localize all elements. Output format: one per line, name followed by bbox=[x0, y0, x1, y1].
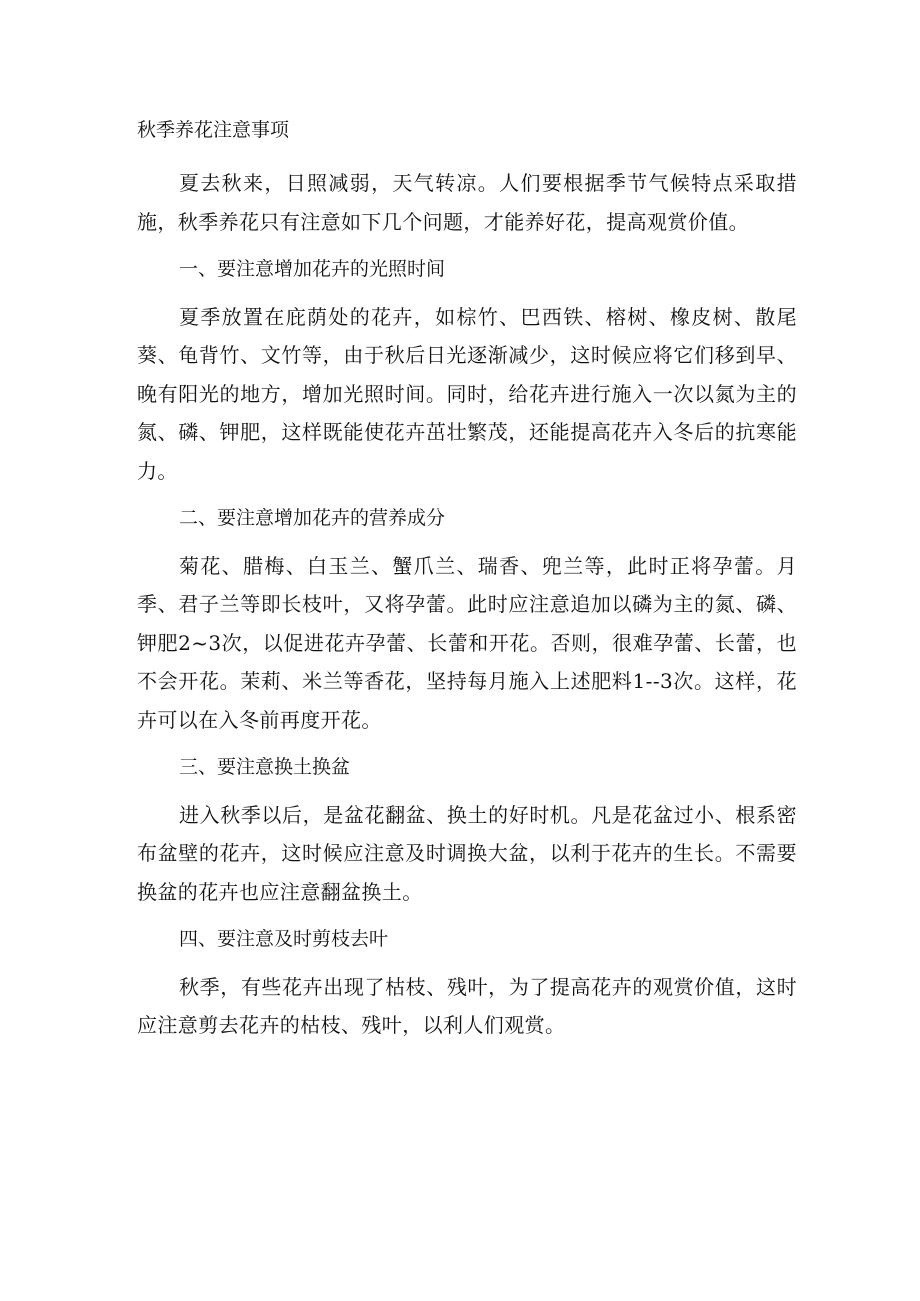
section-heading: 一、要注意增加花卉的光照时间 bbox=[179, 258, 446, 280]
spacer bbox=[137, 739, 797, 748]
spacer bbox=[137, 911, 797, 920]
spacer bbox=[137, 959, 797, 968]
section-heading: 二、要注意增加花卉的营养成分 bbox=[179, 507, 446, 529]
section-heading: 三、要注意换土换盆 bbox=[179, 756, 351, 778]
spacer bbox=[137, 289, 797, 298]
spacer bbox=[137, 241, 797, 250]
intro-paragraph: 夏去秋来，日照减弱，天气转凉。人们要根据季节气候特点采取措施，秋季养花只有注意如下几个问题，才能养好花，提高观赏价值。 bbox=[137, 171, 797, 234]
spacer bbox=[137, 155, 797, 164]
section-paragraph: 菊花、腊梅、白玉兰、蟹爪兰、瑞香、兜兰等，此时正将孕蕾。月季、君子兰等即长枝叶，又将孕蕾。此时应注意追加以磷为主的氮、磷、钾肥2~3次，以促进花卉孕蕾、长蕾和开花。否则，很难孕蕾、长蕾，也不会开花。茉莉、米兰等香花，坚持每月施入上述肥料1--3次。这样，花卉可以在入冬前再度开花。 bbox=[137, 553, 797, 732]
spacer bbox=[137, 787, 797, 796]
section-paragraph: 秋季，有些花卉出现了枯枝、残叶，为了提高花卉的观赏价值，这时应注意剪去花卉的枯枝、残叶，以利人们观赏。 bbox=[137, 974, 797, 1037]
document-title: 秋季养花注意事项 bbox=[137, 119, 290, 141]
section-paragraph: 进入秋季以后，是盆花翻盆、换土的好时机。凡是花盆过小、根系密布盆壁的花卉，这时候应注意及时调换大盆，以利于花卉的生长。不需要换盆的花卉也应注意翻盆换土。 bbox=[137, 802, 797, 904]
section-heading: 四、要注意及时剪枝去叶 bbox=[179, 928, 389, 950]
spacer bbox=[137, 490, 797, 499]
document-page bbox=[137, 110, 797, 1045]
section-paragraph: 夏季放置在庇荫处的花卉，如棕竹、巴西铁、榕树、橡皮树、散尾葵、龟背竹、文竹等，由于秋后日光逐渐减少，这时候应将它们移到早、晚有阳光的地方，增加光照时间。同时，给花卉进行施入一次以氮为主的氮、磷、钾肥，这样既能使花卉茁壮繁茂，还能提高花卉入冬后的抗寒能力。 bbox=[137, 304, 797, 483]
spacer bbox=[137, 538, 797, 547]
